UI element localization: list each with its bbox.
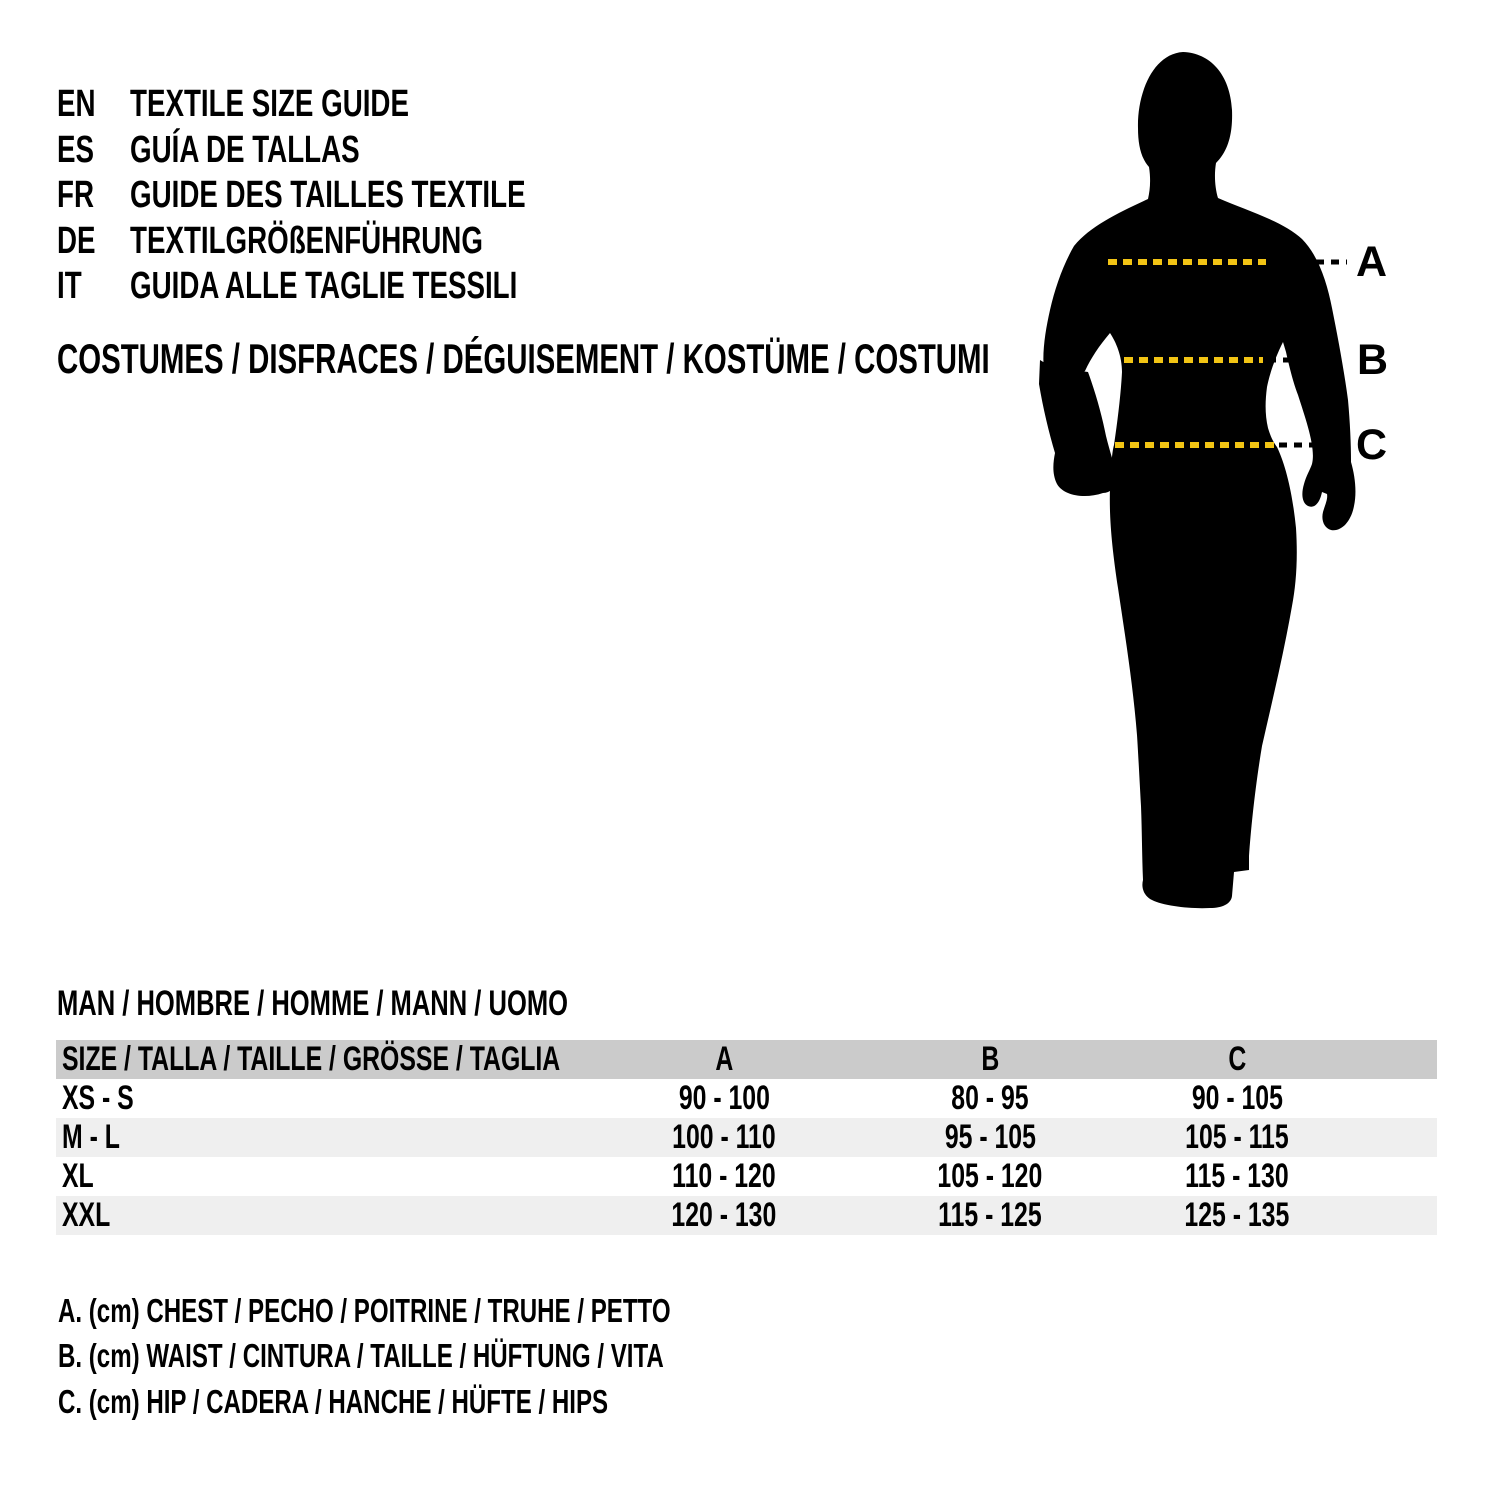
language-title-block	[57, 82, 672, 310]
language-title: TEXTILE SIZE GUIDE	[130, 83, 409, 126]
language-row-es	[57, 128, 672, 174]
header-size-cell: SIZE / TALLA / TAILLE / GRÖSSE / TAGLIA	[62, 1040, 561, 1078]
table-row-m-l	[56, 1118, 1437, 1157]
header-b-cell: B	[981, 1040, 999, 1078]
legend-line-chest: A. (cm) CHEST / PECHO / POITRINE / TRUHE / PETTO	[58, 1291, 671, 1329]
value-b-cell: 95 - 105	[944, 1118, 1036, 1156]
value-a-cell: 120 - 130	[671, 1196, 777, 1234]
language-title: GUÍA DE TALLAS	[130, 128, 360, 171]
header-a-cell: A	[715, 1040, 733, 1078]
value-c-cell: 105 - 115	[1185, 1118, 1289, 1156]
language-row-en	[57, 82, 672, 128]
value-b-cell: 115 - 125	[938, 1196, 1042, 1234]
value-c-cell: 115 - 130	[1185, 1157, 1289, 1195]
legend-line-hip: C. (cm) HIP / CADERA / HANCHE / HÜFTE / HIPS	[58, 1382, 609, 1420]
size-cell: XS - S	[62, 1079, 134, 1117]
language-code: IT	[57, 265, 82, 308]
table-row-xl	[56, 1157, 1437, 1196]
value-b-cell: 80 - 95	[951, 1079, 1029, 1117]
value-c-cell: 125 - 135	[1184, 1196, 1290, 1234]
value-a-cell: 100 - 110	[672, 1118, 776, 1156]
table-row-xs-s	[56, 1079, 1437, 1118]
measure-label-c: C	[1356, 421, 1388, 469]
language-code: DE	[57, 219, 96, 262]
header-spacer-cell	[1352, 1040, 1437, 1079]
language-title: GUIDE DES TAILLES TEXTILE	[130, 174, 526, 217]
value-a-cell: 90 - 100	[678, 1079, 770, 1117]
measurement-legend	[58, 1288, 897, 1425]
language-code: EN	[57, 83, 96, 126]
language-code: ES	[57, 128, 95, 171]
header-c-cell: C	[1228, 1040, 1246, 1078]
size-table-wrap	[56, 1040, 1437, 1235]
language-row-fr	[57, 173, 672, 219]
value-b-cell: 105 - 120	[937, 1157, 1043, 1195]
size-cell: M - L	[62, 1118, 120, 1156]
language-code: FR	[57, 174, 94, 217]
measure-label-a: A	[1356, 238, 1388, 286]
section-title-man: MAN / HOMBRE / HOMME / MANN / UOMO	[57, 984, 568, 1023]
table-header-row	[56, 1040, 1437, 1079]
man-silhouette-figure	[1000, 40, 1460, 960]
legend-line-waist: B. (cm) WAIST / CINTURA / TAILLE / HÜFTUNG / VITA	[58, 1337, 664, 1375]
size-cell: XL	[62, 1157, 94, 1195]
size-cell: XXL	[62, 1196, 111, 1234]
language-row-de	[57, 219, 672, 265]
language-title: GUIDA ALLE TAGLIE TESSILI	[130, 265, 518, 308]
table-row-xxl	[56, 1196, 1437, 1235]
value-a-cell: 110 - 120	[672, 1157, 776, 1195]
value-c-cell: 90 - 105	[1191, 1079, 1283, 1117]
man-silhouette-forearm	[1039, 360, 1116, 496]
measure-label-b: B	[1357, 336, 1389, 384]
category-line: COSTUMES / DISFRACES / DÉGUISEMENT / KOSTÜME / COSTUMI	[57, 335, 990, 382]
language-row-it	[57, 264, 672, 310]
size-table	[56, 1040, 1437, 1235]
language-title: TEXTILGRÖßENFÜHRUNG	[130, 219, 483, 262]
